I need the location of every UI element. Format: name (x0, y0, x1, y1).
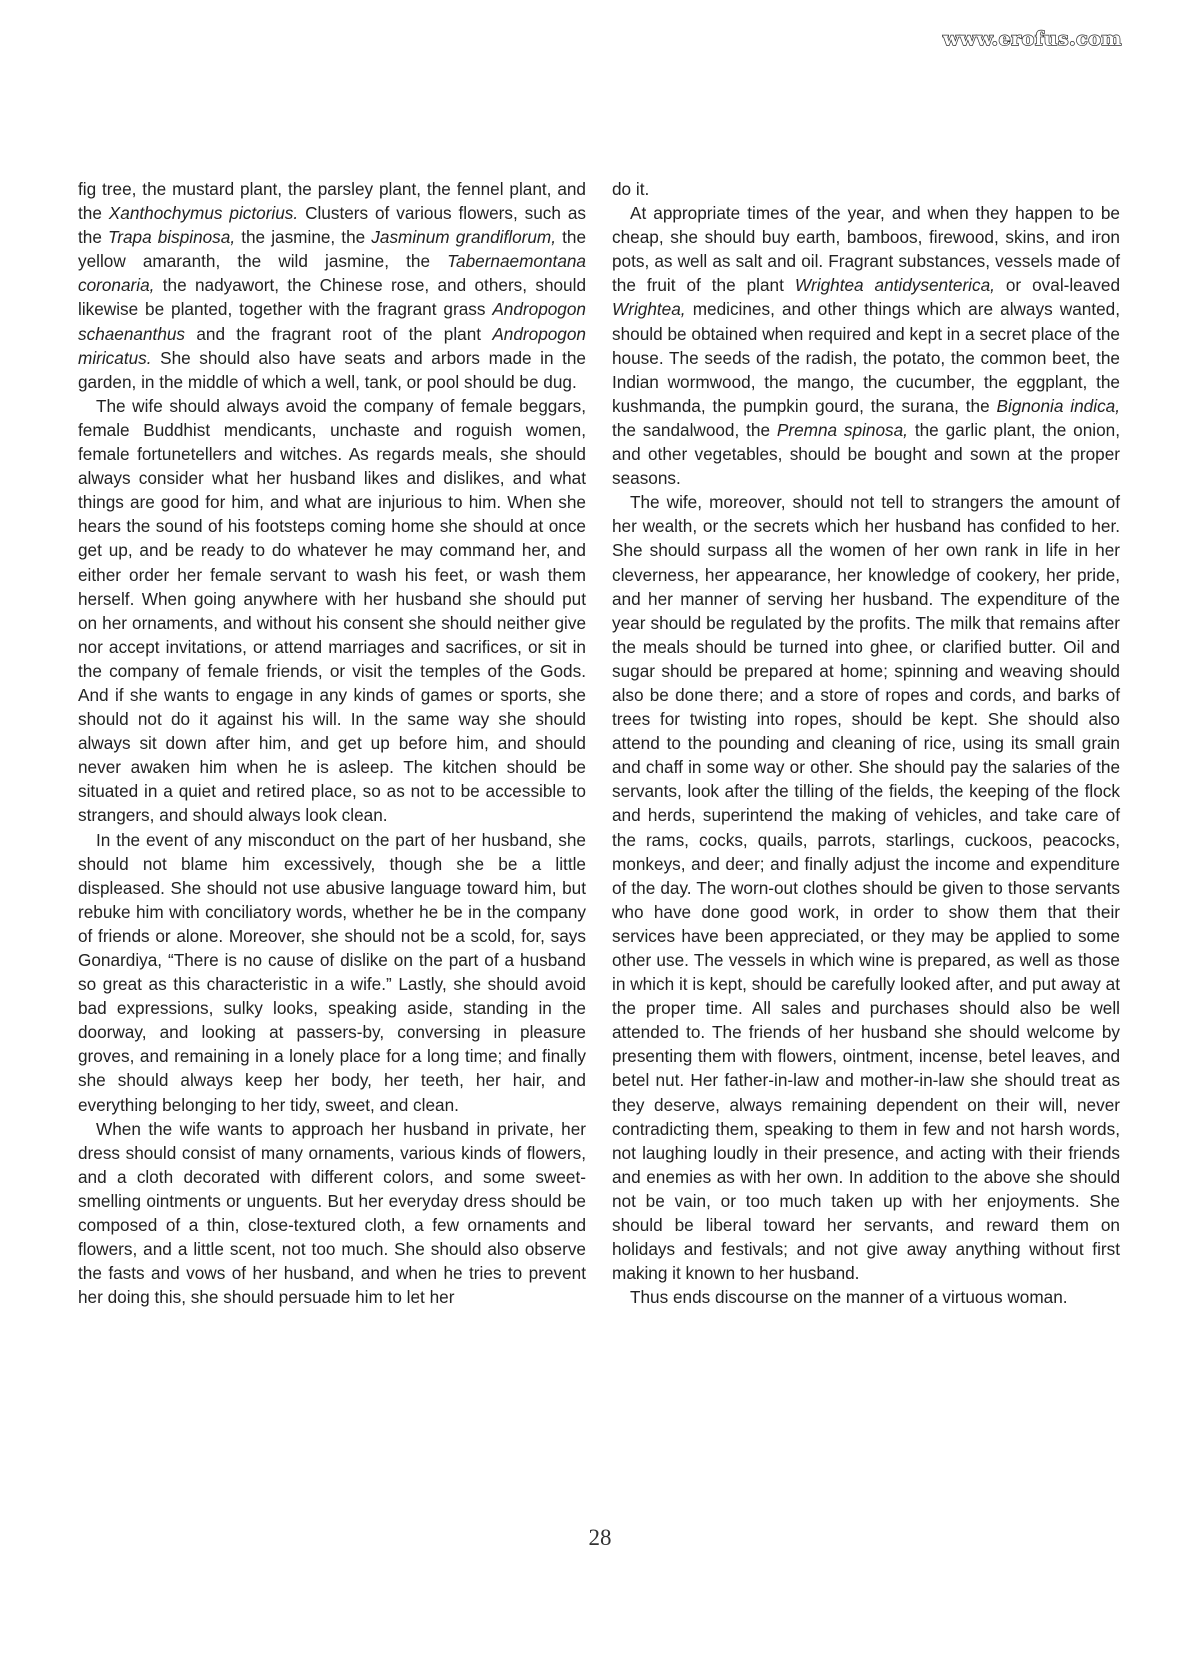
left-text-column (78, 177, 586, 1309)
text-run: medicines, and other things which are always wanted, should be obtained when required and kept in a secret place of the house. The seeds of the radish, the potato, the common beet, the Indian wormwood, the mango, the cucumber, the eggplant, the kushmanda, the pumpkin gourd, the surana, the (612, 299, 1120, 416)
italic-term: Bignonia indica, (996, 395, 1120, 416)
text-run: The wife should always avoid the company of female beggars, female Buddhist mendicants, unchaste and roguish women, female fortunetellers and witches. As regards meals, she should always consider what her husband likes and dislikes, and what things are good for him, and what are injurious to him. When she hears the sound of his footsteps coming home she should at once get up, and be ready to do whatever he may command her, and either order her female servant to wash his feet, or wash them herself. When going anywhere with her husband she should put on her ornaments, and without his consent she should neither give nor accept invitations, or attend marriages and sacrifices, or sit in the company of female friends, or visit the temples of the Gods. And if she wants to engage in any kinds of games or sports, she should not do it against his will. In the same way she should always sit down after him, and get up before him, and should never awaken him when he is asleep. The kitchen should be situated in a quiet and retired place, so as not to be accessible to strangers, and should always look clean. (78, 395, 586, 826)
text-run: or oval-leaved (994, 275, 1121, 296)
text-run: She should also have seats and arbors made in the garden, in the middle of which a well, tank, or pool should be dug. (78, 347, 586, 392)
paragraph (78, 394, 586, 828)
italic-term: Tabernaemontana coronaria, (78, 251, 586, 296)
italic-term: Andropogon schaenanthus (78, 299, 586, 344)
paragraph (612, 201, 1120, 490)
paragraph (78, 828, 586, 1117)
right-text-column (612, 177, 1120, 1309)
text-run: In the event of any misconduct on the part of her husband, she should not blame him excessively, though she be a little displeased. She should not use abusive language toward him, but rebuke him with conciliatory words, whether he be in the company of friends or alone. Moreover, she should not be a scold, for, says Gonardiya, “There is no cause of dislike on the part of a husband so great as this characteristic in a wife.” Lastly, she should avoid bad expressions, sulky looks, speaking aside, standing in the doorway, and looking at passers-by, conversing in pleasure groves, and remaining in a lonely place for a long time; and finally she should always keep her body, her teeth, her hair, and everything belonging to her tidy, sweet, and clean. (78, 829, 586, 1115)
text-run: Clusters of various flowers, such as the (78, 203, 586, 248)
text-run: The wife, moreover, should not tell to strangers the amount of her wealth, or the secrets which her husband has confided to her. She should surpass all the women of her own rank in life in her cleverness, her appearance, her knowledge of cookery, her pride, and her manner of serving her husband. The expenditure of the year should be regulated by the profits. The milk that remains after the meals should be turned into ghee, or clarified butter. Oil and sugar should be prepared at home; spinning and weaving should also be done there; and a store of ropes and cords, and barks of trees for twisting into ropes, should be kept. She should also attend to the pounding and cleaning of rice, using its small grain and chaff in some way or other. She should pay the salaries of the servants, look after the tilling of the fields, the keeping of the flock and herds, superintend the making of vehicles, and take care of the rams, cocks, quails, parrots, starlings, cuckoos, peacocks, monkeys, and deer; and finally adjust the income and expenditure of the day. The worn-out clothes should be given to those servants who have done good work, in order to show them that their services have been appreciated, or they may be applied to some other use. The vessels in which wine is prepared, as well as those in which it is kept, should be carefully looked after, and put away at the proper time. All sales and purchases should also be well attended to. The friends of her husband she should welcome by presenting them with flowers, ointment, incense, betel leaves, and betel nut. Her father-in-law and mother-in-law she should treat as they deserve, always remaining dependent on their will, never contradicting them, speaking to them in few and not harsh words, not laughing loudly in their presence, and acting with their friends and enemies as with her own. In addition to the above she should not be vain, or too much taken up with her enjoyments. She should be liberal toward her servants, and reward them on holidays and festivals; and not give away anything without first making it known to her husband. (612, 492, 1120, 1284)
text-run: the garlic plant, the onion, and other vegetables, should be bought and sown at the proper seasons. (612, 419, 1120, 489)
text-run: the nadyawort, the Chinese rose, and others, should likewise be planted, together with the fragrant grass (78, 275, 586, 320)
page-number: 28 (588, 1525, 612, 1550)
paragraph (612, 177, 1120, 201)
italic-term: Wrightea, (612, 299, 686, 320)
text-run: When the wife wants to approach her husband in private, her dress should consist of many ornaments, various kinds of flowers, and a cloth decorated with different colors, and some sweet-smelling ointments or unguents. But her everyday dress should be composed of a thin, close-textured cloth, a few ornaments and flowers, and a little scent, not too much. She should also observe the fasts and vows of her husband, and when he tries to prevent her doing this, she should persuade him to let her (78, 1118, 586, 1308)
paragraph (612, 1285, 1120, 1309)
paragraph (78, 1117, 586, 1310)
italic-term: Xanthochymus pictorius. (108, 203, 299, 224)
text-run: the jasmine, the (235, 227, 372, 248)
text-run: the sandalwood, the (612, 419, 777, 440)
text-run: do it. (612, 179, 650, 199)
italic-term: Trapa bispinosa, (108, 227, 236, 248)
site-watermark: www.erofus.com (942, 28, 1122, 50)
text-run: the yellow amaranth, the wild jasmine, the (78, 227, 587, 272)
italic-term: Wrightea antidysenterica, (794, 275, 995, 296)
italic-term: Premna spinosa, (776, 419, 908, 440)
italic-term: Jasminum grandiflorum, (371, 227, 557, 248)
text-run: At appropriate times of the year, and when they happen to be cheap, she should buy earth, bamboos, firewood, skins, and iron pots, as well as salt and oil. Fragrant substances, vessels made of the fruit of the plant (612, 203, 1120, 296)
paragraph (78, 177, 586, 394)
text-run: and the fragrant root of the plant (185, 323, 493, 344)
paragraph (612, 490, 1120, 1285)
text-run: Thus ends discourse on the manner of a virtuous woman. (630, 1287, 1068, 1308)
italic-term: Andropogon miricatus. (78, 323, 586, 368)
text-run: fig tree, the mustard plant, the parsley plant, the fennel plant, and the (78, 179, 586, 224)
